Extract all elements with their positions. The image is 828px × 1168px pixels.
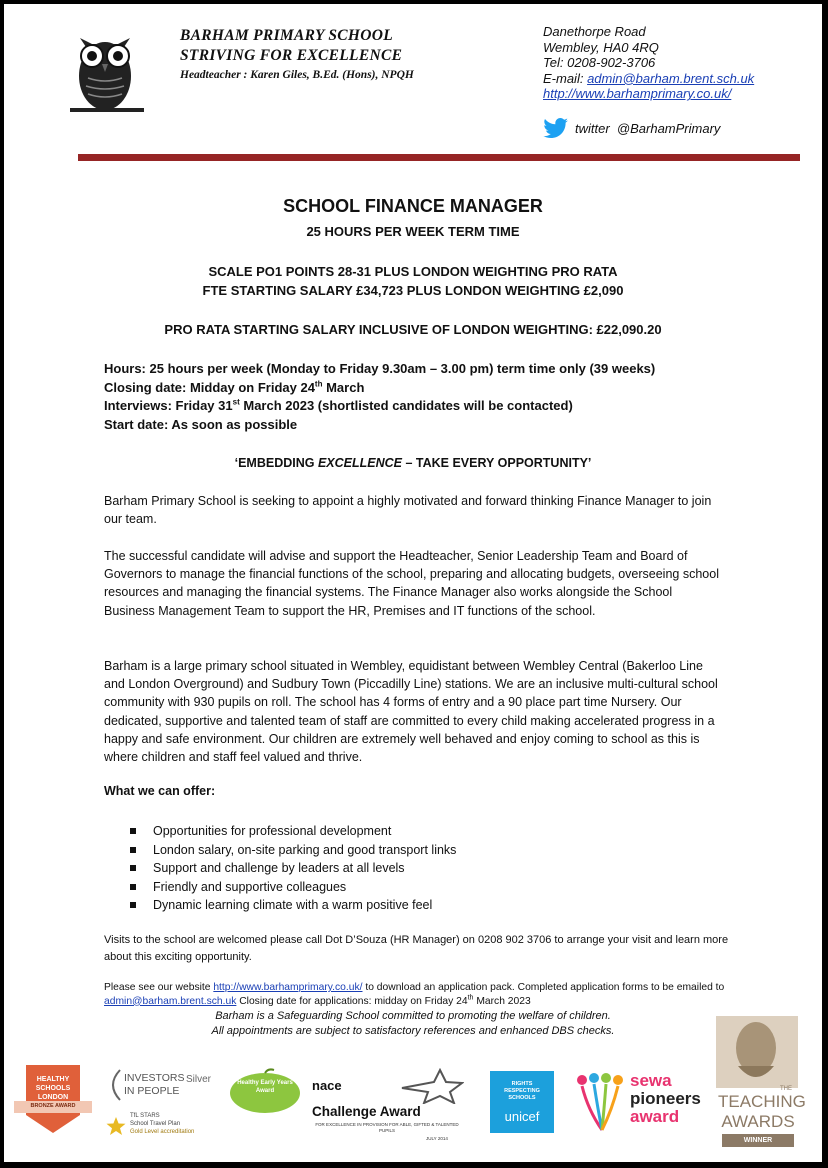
interviews <box>104 397 655 416</box>
email-link[interactable]: admin@barham.brent.sch.uk <box>587 70 755 86</box>
list-item: Support and challenge by leaders at all levels <box>130 859 456 878</box>
safeguarding-line-2: All appointments are subject to satisfactory references and enhanced DBS checks. <box>211 1025 615 1037</box>
salary-block <box>4 262 822 300</box>
address-line-2: Wembley, HA0 4RQ <box>543 39 659 55</box>
gold-level: Gold Level accreditation <box>130 1129 195 1135</box>
apply-email-link[interactable]: admin@barham.brent.sch.uk <box>104 995 237 1007</box>
nace-text: nace <box>312 1078 342 1093</box>
motto-part-3: – TAKE EVERY OPPORTUNITY’ <box>402 456 592 470</box>
hours-detail: Hours: 25 hours per week (Monday to Friday 9.30am – 3.00 pm) term time only (39 weeks) <box>104 361 656 376</box>
salary-scale: SCALE PO1 POINTS 28-31 PLUS LONDON WEIGHTING PRO RATA <box>208 264 618 279</box>
investors-level: Silver <box>186 1074 212 1085</box>
teaching-awards-logo <box>716 1016 806 1154</box>
travel-plan: School Travel Plan <box>130 1121 181 1127</box>
headteacher: Headteacher : Karen Giles, B.Ed. (Hons), NPQH <box>180 69 414 81</box>
address-line-1: Danethorpe Road <box>543 24 646 39</box>
fte-salary: FTE STARTING SALARY £34,723 PLUS LONDON WEIGHTING £2,090 <box>202 283 624 298</box>
closing-date-suffix: th <box>314 379 323 389</box>
challenge-sub: FOR EXCELLENCE IN PROVISION FOR ABLE, GIFTED & TALENTED PUPILS <box>315 1122 459 1133</box>
motto-part-2: EXCELLENCE <box>317 456 402 470</box>
star-outline-icon <box>400 1068 464 1104</box>
apply-website-link[interactable]: http://www.barhamprimary.co.uk/ <box>213 982 363 993</box>
award-text: award <box>630 1107 680 1126</box>
unicef-text: unicef <box>504 1109 540 1124</box>
list-item: London salary, on-site parking and good transport links <box>130 841 456 860</box>
email-label: E-mail: <box>543 70 588 86</box>
pro-rata-salary: PRO RATA STARTING SALARY INCLUSIVE OF LONDON WEIGHTING: £22,090.20 <box>164 322 662 337</box>
safeguarding-line-1: Barham is a Safeguarding School committed to promoting the welfare of children. <box>215 1010 611 1022</box>
twitter-bird-icon <box>543 118 569 138</box>
school-name: BARHAM PRIMARY SCHOOL <box>180 27 394 44</box>
rights-text: RIGHTS RESPECTING SCHOOLS <box>504 1081 540 1101</box>
star-icon <box>106 1116 126 1136</box>
interviews-text: Interviews: Friday 31 <box>104 398 233 413</box>
early-years-logo <box>228 1068 302 1114</box>
role-paragraph: The successful candidate will advise and support the Headteacher, Senior Leadership Team and Board of Governors to manage the financial functions of the school, preparing and allocating budgets, overseeing school resources and managing the financial systems. The Finance Manager also works alongside the School Business Management Team to support the HR, Premises and IT functions of the school. <box>104 549 719 618</box>
email-row <box>543 71 754 87</box>
hours-heading: 25 HOURS PER WEEK TERM TIME <box>306 224 520 239</box>
job-details <box>104 360 655 434</box>
pioneers-text: pioneers <box>630 1089 701 1108</box>
apply-closing-suffix: th <box>467 994 474 1002</box>
healthy-schools-logo <box>12 1061 94 1137</box>
challenge-text: Challenge Award <box>312 1104 421 1119</box>
awards-text: AWARDS <box>721 1112 795 1131</box>
twitter-label: twitter <box>575 120 610 136</box>
website-link[interactable]: http://www.barhamprimary.co.uk/ <box>543 86 732 102</box>
motto-part-1: ‘EMBEDDING <box>234 456 318 470</box>
telephone: Tel: 0208-902-3706 <box>543 55 656 71</box>
school-motto <box>4 456 822 470</box>
investors-text: INVESTORS IN PEOPLE <box>124 1072 185 1097</box>
owl-logo-icon <box>66 20 144 118</box>
unicef-logo <box>490 1071 554 1133</box>
header-divider <box>78 154 800 161</box>
apply-pre: Please see our website <box>104 982 214 993</box>
start-date: Start date: As soon as possible <box>104 416 298 432</box>
list-item: Opportunities for professional development <box>130 822 456 841</box>
closing-date-text: Closing date: Midday on Friday 24 <box>104 379 315 395</box>
people-figures-icon <box>574 1070 630 1134</box>
offer-list <box>130 822 456 915</box>
apply-closing: Closing date for applications: midday on Friday 24 <box>236 995 468 1007</box>
apply-closing-end: March 2023 <box>473 995 531 1007</box>
investors-logo <box>104 1068 216 1148</box>
school-paragraph: Barham is a large primary school situated in Wembley, equidistant between Wembley Central (Bakerloo Line and London Overground) and Sudbury Town (Piccadilly Line) stations. We are an inclusive multi-cultural school community with 930 pupils on roll. The school has 4 forms of entry and a 90 place part time Nursery. Our dedicated, supportive and talented team of staff are committed to every child making accelerated progress in a happy and safe environment. Our children are extremely well behaved and enjoy coming to school as this is where children and staff feel valued and thrive. <box>104 659 718 765</box>
safeguarding-statement <box>4 1009 822 1039</box>
list-item: Friendly and supportive colleagues <box>130 878 456 897</box>
contact-block <box>543 24 754 102</box>
healthy-schools-text: HEALTHY SCHOOLS LONDON <box>35 1076 71 1101</box>
job-title: SCHOOL FINANCE MANAGER <box>283 196 543 216</box>
school-header <box>180 26 414 84</box>
twitter-row[interactable] <box>543 118 720 138</box>
teaching-the: THE <box>780 1086 792 1092</box>
closing-date <box>104 379 655 398</box>
challenge-date: JULY 2014 <box>426 1136 448 1141</box>
tfl-block <box>130 1112 220 1136</box>
interviews-rest: March 2023 (shortlisted candidates will be contacted) <box>239 398 573 413</box>
sewa-text: sewa <box>630 1071 672 1090</box>
closing-date-month: March <box>322 379 365 395</box>
intro-paragraph: Barham Primary School is seeking to appoint a highly motivated and forward thinking Finance Manager to join our team. <box>104 494 712 527</box>
healthy-schools-award: BRONZE AWARD <box>30 1103 76 1109</box>
apply-mid: to download an application pack. Completed application forms to be emailed to <box>362 982 725 993</box>
tfl-stars: TfL STARS <box>130 1113 160 1119</box>
application-paragraph <box>104 981 744 1008</box>
plato-figure-icon <box>716 1016 798 1088</box>
teaching-text: TEACHING <box>718 1092 806 1111</box>
challenge-award-logo <box>308 1068 468 1148</box>
interviews-suffix: st <box>232 397 240 407</box>
job-advert-page <box>4 4 822 1162</box>
sewa-logo <box>574 1070 714 1134</box>
winner-badge: WINNER <box>722 1134 794 1147</box>
twitter-handle: @BarhamPrimary <box>616 120 721 136</box>
investors-laurel-icon <box>104 1068 124 1102</box>
school-tagline: STRIVING FOR EXCELLENCE <box>180 47 403 64</box>
offer-heading: What we can offer: <box>104 784 216 798</box>
early-years-text: Healthy Early Years Award <box>237 1080 293 1094</box>
visit-paragraph: Visits to the school are welcomed please call Dot D’Souza (HR Manager) on 0208 902 3706 to arrange your visit and learn more about this exciting opportunity. <box>104 934 729 963</box>
list-item: Dynamic learning climate with a warm positive feel <box>130 896 456 915</box>
